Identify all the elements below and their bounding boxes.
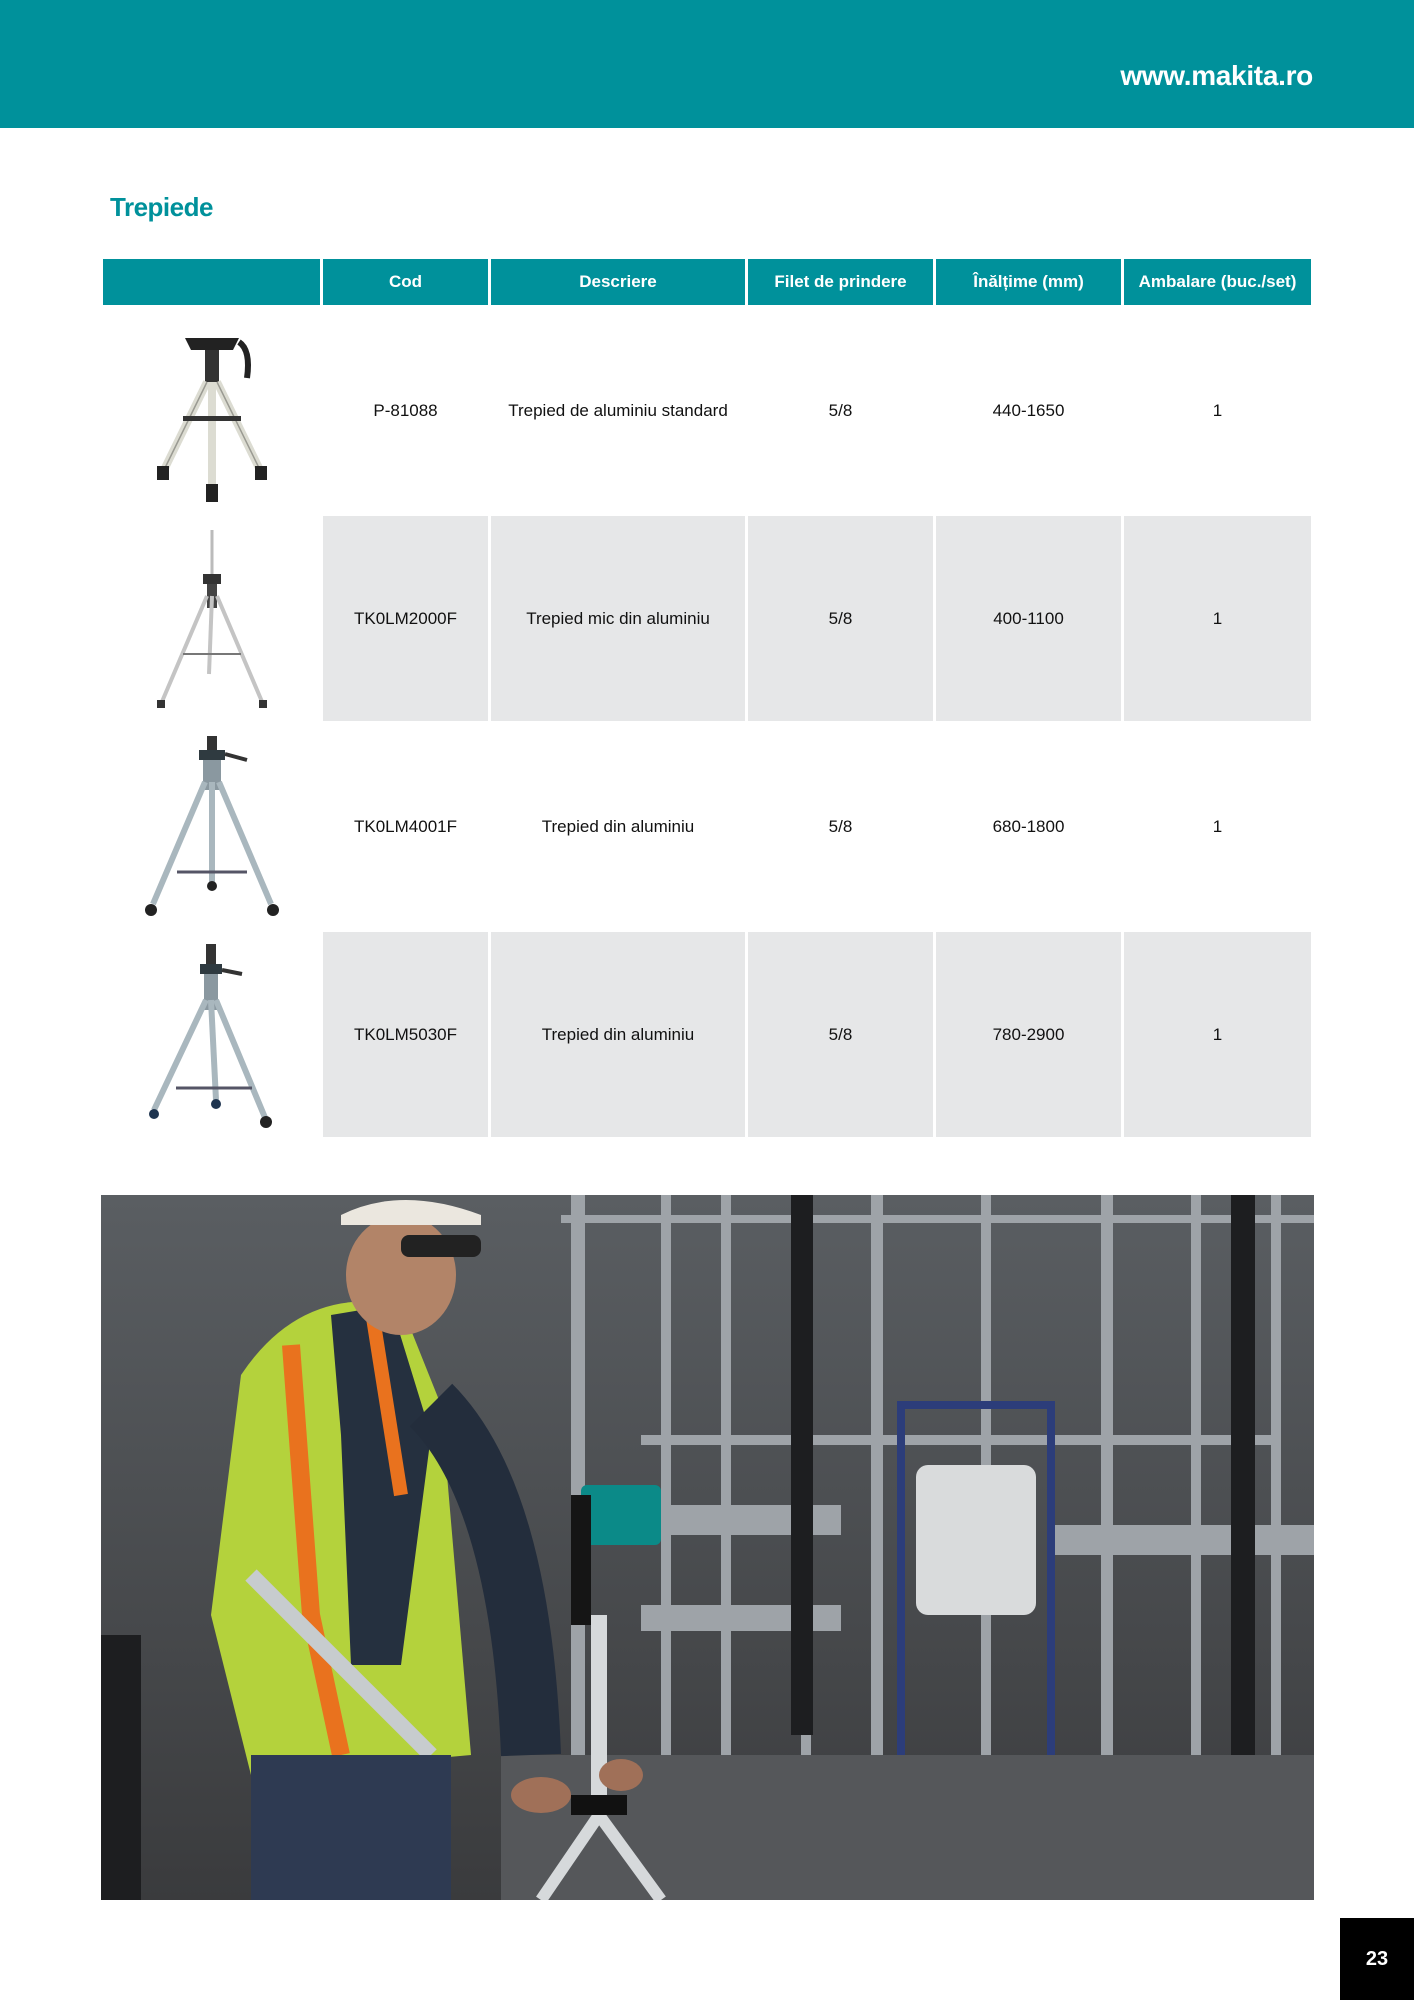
row-code: TK0LM5030F [323, 932, 488, 1137]
row-packaging: 1 [1212, 400, 1223, 420]
row-description: Trepied de aluminiu standard [508, 400, 728, 420]
row-description: Trepied mic din aluminiu [491, 516, 745, 721]
table-row [103, 724, 1311, 929]
row-height: 780-2900 [936, 932, 1121, 1137]
header-bar [0, 0, 1414, 128]
row-description: Trepied din aluminiu [541, 816, 695, 836]
tripod-aluminium-image [103, 724, 320, 929]
header-image [103, 259, 320, 305]
table-header [103, 259, 1311, 305]
tripod-small-image [103, 516, 320, 721]
row-thread: 5/8 [748, 932, 933, 1137]
tripod-standard-image [103, 308, 320, 513]
row-thread: 5/8 [828, 816, 853, 836]
row-thread: 5/8 [748, 516, 933, 721]
header-thread: Filet de prindere [748, 259, 933, 305]
table-row [103, 308, 1311, 513]
row-height: 680-1800 [992, 816, 1065, 836]
header-code: Cod [323, 259, 488, 305]
row-packaging: 1 [1124, 516, 1311, 721]
site-url[interactable]: www.makita.ro [1120, 60, 1313, 91]
row-height: 400-1100 [936, 516, 1121, 721]
page-number: 23 [1340, 1918, 1414, 2000]
tripod-aluminium-tall-image [103, 932, 320, 1137]
row-thread: 5/8 [828, 400, 853, 420]
row-code: P-81088 [373, 400, 438, 420]
header-packaging: Ambalare (buc./set) [1124, 259, 1311, 305]
product-table [103, 259, 1311, 1137]
header-description: Descriere [491, 259, 745, 305]
row-code: TK0LM4001F [354, 816, 457, 836]
row-packaging: 1 [1124, 932, 1311, 1137]
worker-laser-level-photo [101, 1195, 1314, 1900]
section-title: Trepiede [110, 192, 213, 222]
row-code: TK0LM2000F [323, 516, 488, 721]
row-description: Trepied din aluminiu [491, 932, 745, 1137]
table-row [103, 932, 1311, 1137]
row-height: 440-1650 [992, 400, 1065, 420]
row-packaging: 1 [1212, 816, 1223, 836]
table-row [103, 516, 1311, 721]
header-height: Înălțime (mm) [936, 259, 1121, 305]
